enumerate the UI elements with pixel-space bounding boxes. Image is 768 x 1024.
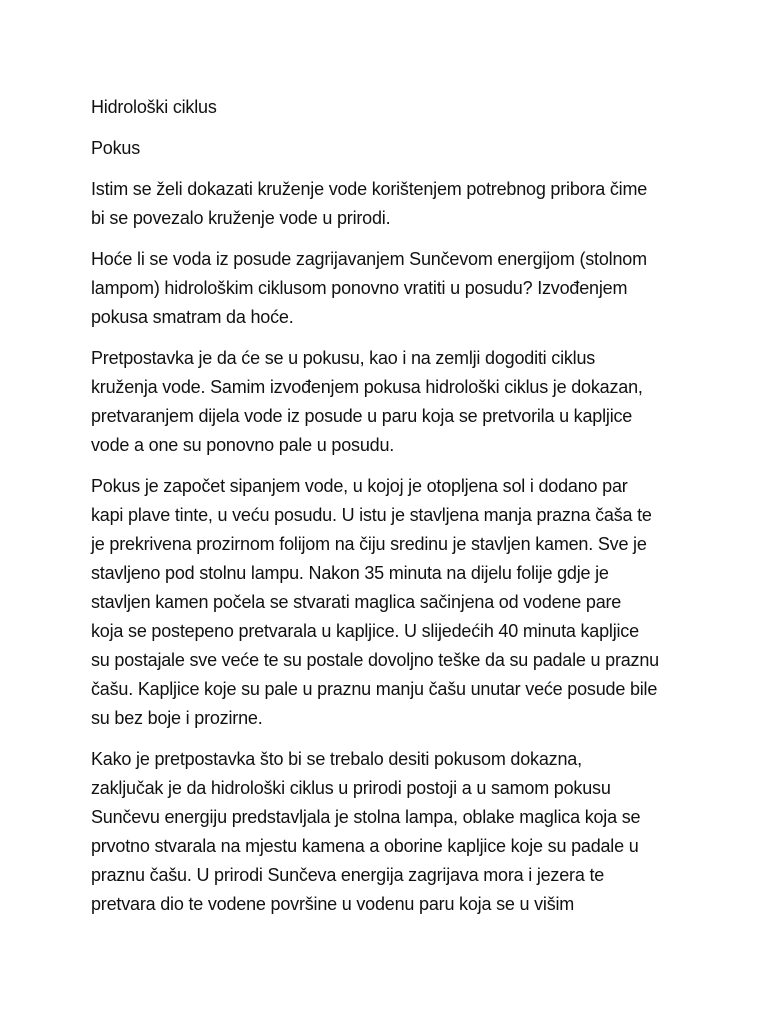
text-line: Hoće li se voda iz posude zagrijavanjem Sunčevom energijom (stolnom xyxy=(91,249,647,269)
document-title xyxy=(91,93,691,122)
text-line: prvotno stvarala na mjestu kamena a oborine kapljice koje su padale u xyxy=(91,836,639,856)
text-line: Pokus je započet sipanjem vode, u kojoj je otopljena sol i dodano par xyxy=(91,476,628,496)
text-line: pretvara dio te vodene površine u vodenu paru koja se u višim xyxy=(91,894,575,914)
text-line: vode a one su ponovno pale u posudu. xyxy=(91,435,395,455)
text-line: čašu. Kapljice koje su pale u praznu manju čašu unutar veće posude bile xyxy=(91,679,658,699)
text-line: lampom) hidrološkim ciklusom ponovno vratiti u posudu? Izvođenjem xyxy=(91,278,628,298)
document-page xyxy=(91,93,691,931)
text-line: Istim se želi dokazati kruženje vode korištenjem potrebnog pribora čime xyxy=(91,179,648,199)
text-line: Pretpostavka je da će se u pokusu, kao i na zemlji dogoditi ciklus xyxy=(91,348,596,368)
paragraph-5 xyxy=(91,745,691,919)
text-line: su bez boje i prozirne. xyxy=(91,708,263,728)
text-line: kruženja vode. Samim izvođenjem pokusa hidrološki ciklus je dokazan, xyxy=(91,377,643,397)
text-line: stavljen kamen počela se stvarati maglica sačinjena od vodene pare xyxy=(91,592,622,612)
text-line: pretvaranjem dijela vode iz posude u paru koja se pretvorila u kapljice xyxy=(91,406,633,426)
text-line: kapi plave tinte, u veću posudu. U istu je stavljena manja prazna čaša te xyxy=(91,505,652,525)
text-line: koja se postepeno pretvarala u kapljice. U slijedećih 40 minuta kapljice xyxy=(91,621,639,641)
title-line: Hidrološki ciklus xyxy=(91,97,217,117)
text-line: stavljeno pod stolnu lampu. Nakon 35 minuta na dijelu folije gdje je xyxy=(91,563,609,583)
text-line: Sunčevu energiju predstavljala je stolna lampa, oblake maglica koja se xyxy=(91,807,641,827)
text-line: su postajale sve veće te su postale dovoljno teške da su padale u praznu xyxy=(91,650,659,670)
text-line: pokusa smatram da hoće. xyxy=(91,307,294,327)
text-line: zaključak je da hidrološki ciklus u prirodi postoji a u samom pokusu xyxy=(91,778,611,798)
subtitle-line: Pokus xyxy=(91,138,141,158)
text-line: je prekrivena prozirnom folijom na čiju sredinu je stavljen kamen. Sve je xyxy=(91,534,647,554)
text-line: Kako je pretpostavka što bi se trebalo desiti pokusom dokazna, xyxy=(91,749,582,769)
paragraph-1 xyxy=(91,175,691,233)
text-line: praznu čašu. U prirodi Sunčeva energija zagrijava mora i jezera te xyxy=(91,865,605,885)
paragraph-4 xyxy=(91,472,691,733)
document-subtitle xyxy=(91,134,691,163)
text-line: bi se povezalo kruženje vode u prirodi. xyxy=(91,208,391,228)
paragraph-2 xyxy=(91,245,691,332)
paragraph-3 xyxy=(91,344,691,460)
